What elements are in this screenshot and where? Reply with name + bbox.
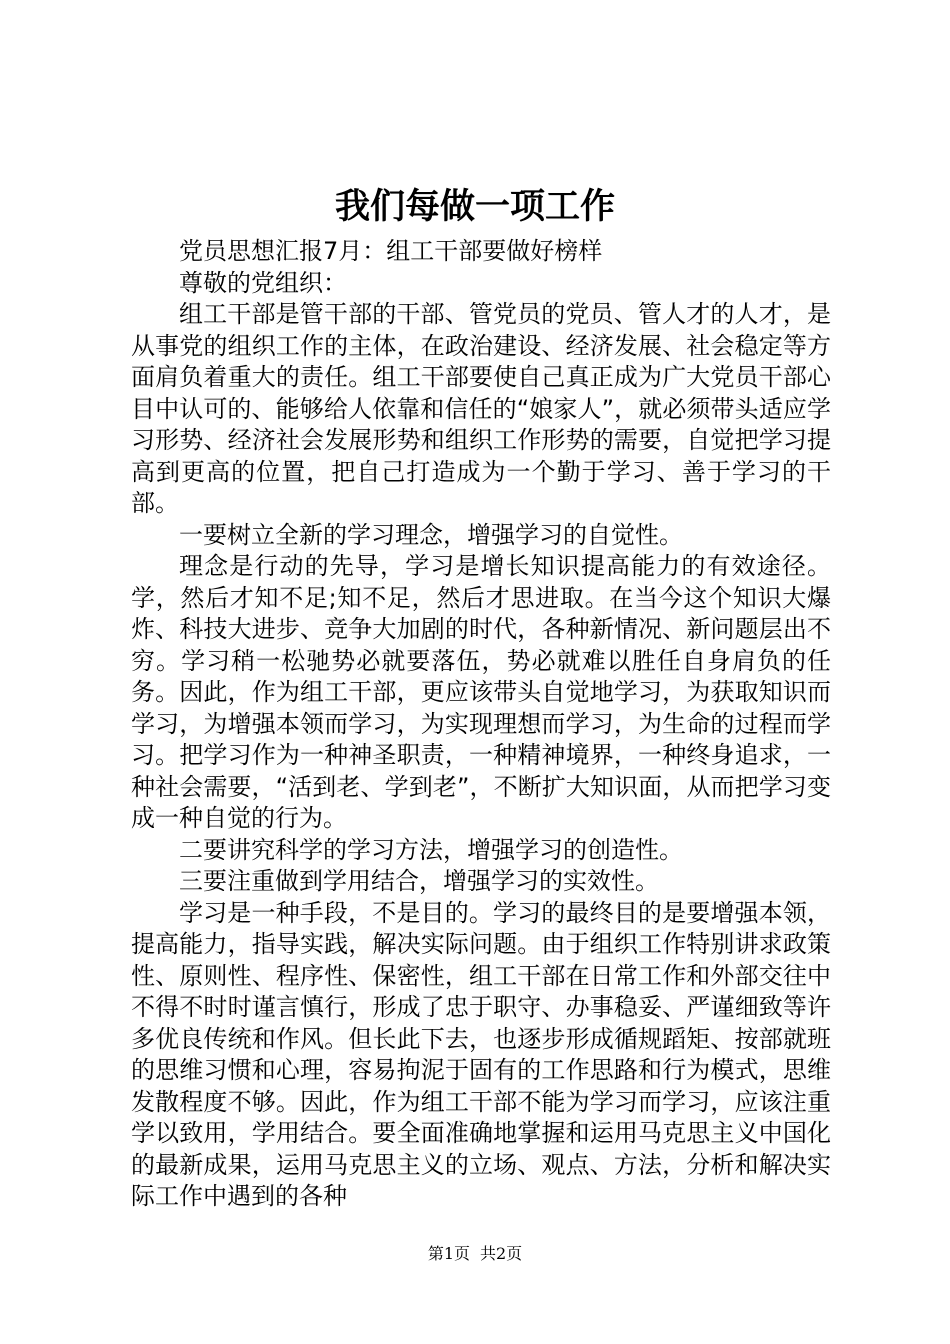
paragraph: 理念是行动的先导，学习是增长知识提高能力的有效途径。学，然后才知不足;知不足，然后才思进取。在当今这个知识大爆炸、科技大进步、竞争大加剧的时代，各种新情况、新问题层出不穷。学习稍一松驰势必就要落伍，势必就难以胜任自身肩负的任务。因此，作为组工干部，更应该带头自觉地学习，为获取知识而学习，为增强本领而学习，为实现理想而学习，为生命的过程而学习。把学习作为一种神圣职责，一种精神境界，一种终身追求，一种社会需要，“活到老、学到老”，不断扩大知识面，从而把学习变成一种自觉的行为。	[131, 552, 831, 832]
document-body	[131, 236, 831, 1213]
paragraph-heading: 三要注重做到学用结合，增强学习的实效性。	[179, 867, 659, 895]
paragraph-salutation: 尊敬的党组织：	[179, 268, 347, 297]
page-footer	[0, 1243, 950, 1265]
paragraph-subtitle: 党员思想汇报7月：组工干部要做好榜样	[179, 237, 603, 265]
paragraph-heading: 二要讲究科学的学习方法，增强学习的创造性。	[179, 835, 683, 864]
paragraph: 组工干部是管干部的干部、管党员的党员、管人才的人才，是从事党的组织工作的主体，在政治建设、经济发展、社会稳定等方面肩负着重大的责任。组工干部要使自己真正成为广大党员干部心目中认可的、能够给人依靠和信任的“娘家人”，就必须带头适应学习形势、经济社会发展形势和组织工作形势的需要，自觉把学习提高到更高的位置，把自己打造成为一个勤于学习、善于学习的干部。	[131, 300, 831, 517]
paragraph: 学习是一种手段，不是目的。学习的最终目的是要增强本领，提高能力，指导实践，解决实际问题。由于组织工作特别讲求政策性、原则性、程序性、保密性，组工干部在日常工作和外部交往中不得不时时谨言慎行，形成了忠于职守、办事稳妥、严谨细致等许多优良传统和作风。但长此下去，也逐步形成循规蹈矩、按部就班的思维习惯和心理，容易拘泥于固有的工作思路和行为模式，思维发散程度不够。因此，作为组工干部不能为学习而学习，应该注重学以致用，学用结合。要全面准确地掌握和运用马克思主义中国化的最新成果，运用马克思主义的立场、观点、方法，分析和解决实际工作中遇到的各种	[131, 898, 831, 1210]
page-total: 共2页	[480, 1244, 523, 1263]
document-title: 我们每做一项工作	[334, 186, 615, 227]
page-number: 第1页	[427, 1244, 470, 1263]
paragraph-heading: 一要树立全新的学习理念，增强学习的自觉性。	[179, 520, 683, 549]
